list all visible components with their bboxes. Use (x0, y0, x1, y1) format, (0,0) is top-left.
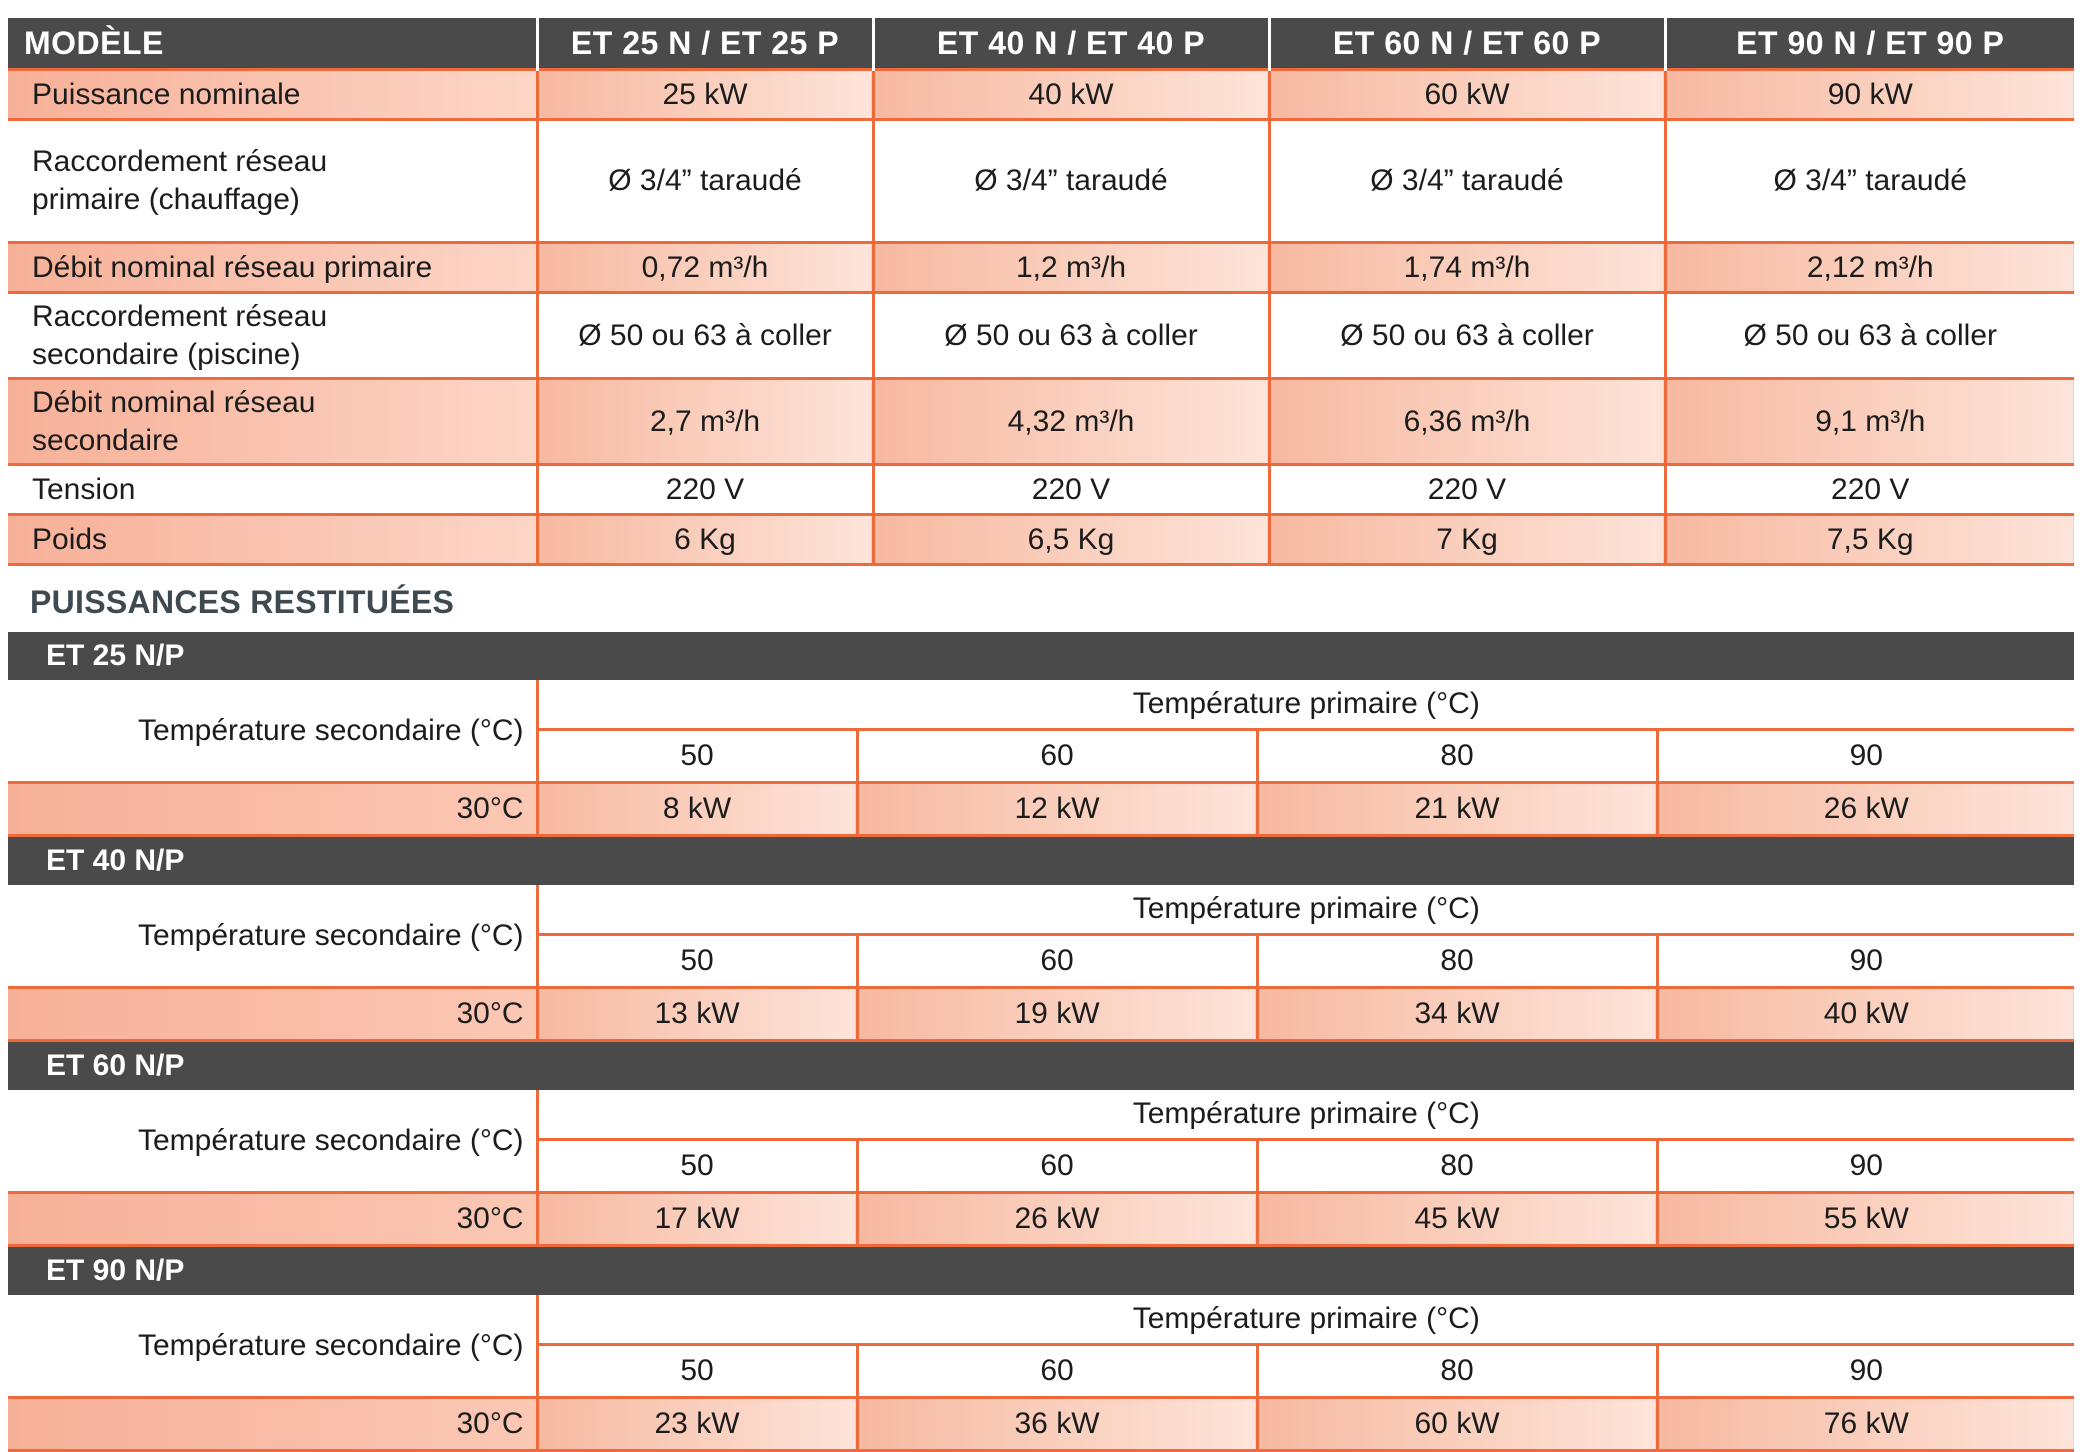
table-cell: 2,12 m³/h (1665, 243, 2074, 293)
power-cell: 36 kW (857, 1398, 1257, 1451)
primary-temp-cell: 80 (1257, 935, 1657, 988)
table-cell: Ø 50 ou 63 à coller (1269, 293, 1665, 379)
power-cell: 23 kW (537, 1398, 857, 1451)
table-row (8, 1193, 2074, 1246)
power-cell: 19 kW (857, 988, 1257, 1041)
table-row (8, 243, 2074, 293)
table-cell: 6,36 m³/h (1269, 379, 1665, 465)
power-cell: 45 kW (1257, 1193, 1657, 1246)
primary-temp-cell: 60 (857, 935, 1257, 988)
table-cell: 6 Kg (537, 515, 873, 565)
column-header-model: MODÈLE (8, 18, 537, 70)
primary-temp-cell: 50 (537, 935, 857, 988)
primary-temp-label: Température primaire (°C) (1132, 892, 1480, 925)
power-table-et60 (8, 1042, 2074, 1247)
spec-header-row (8, 18, 2074, 70)
model-header-row (8, 1042, 2074, 1090)
table-row (8, 465, 2074, 515)
table-cell: 1,74 m³/h (1269, 243, 1665, 293)
table-row (8, 1398, 2074, 1451)
primary-temp-cell: 60 (857, 1345, 1257, 1398)
model-header: ET 25 N/P (8, 632, 2074, 680)
primary-temp-cell: 90 (1657, 1140, 2074, 1193)
primary-temp-label: Température primaire (°C) (1132, 687, 1480, 720)
column-header-et40: ET 40 N / ET 40 P (873, 18, 1269, 70)
model-header: ET 90 N/P (8, 1247, 2074, 1295)
table-row (8, 293, 2074, 379)
power-cell: 60 kW (1257, 1398, 1657, 1451)
table-cell: 1,2 m³/h (873, 243, 1269, 293)
power-table-et40 (8, 837, 2074, 1042)
table-row (8, 1090, 2074, 1140)
primary-temp-cell: 50 (537, 1140, 857, 1193)
table-cell: Ø 50 ou 63 à coller (873, 293, 1269, 379)
power-table-et25 (8, 632, 2074, 837)
table-row (8, 885, 2074, 935)
secondary-temp-value: 30°C (8, 1398, 537, 1451)
power-cell: 26 kW (1657, 783, 2074, 836)
table-cell: 9,1 m³/h (1665, 379, 2074, 465)
table-row (8, 680, 2074, 730)
table-cell: 220 V (537, 465, 873, 515)
power-cell: 34 kW (1257, 988, 1657, 1041)
secondary-temp-value: 30°C (8, 783, 537, 836)
table-cell: Ø 3/4” taraudé (873, 120, 1269, 243)
row-label: Poids (8, 515, 537, 565)
table-cell: 4,32 m³/h (873, 379, 1269, 465)
column-header-et60: ET 60 N / ET 60 P (1269, 18, 1665, 70)
primary-temp-cell: 80 (1257, 1345, 1657, 1398)
table-cell: 7,5 Kg (1665, 515, 2074, 565)
row-label (8, 379, 537, 465)
power-cell: 40 kW (1657, 988, 2074, 1041)
model-header-row (8, 632, 2074, 680)
power-cell: 76 kW (1657, 1398, 2074, 1451)
secondary-temp-value: 30°C (8, 1193, 537, 1246)
row-label-text: Raccordement réseau primaire (chauffage) (32, 145, 328, 216)
model-header: ET 60 N/P (8, 1042, 2074, 1090)
secondary-temp-label: Température secondaire (°C) (8, 885, 537, 988)
primary-temp-cell: 50 (537, 730, 857, 783)
secondary-temp-value: 30°C (8, 988, 537, 1041)
section-title: PUISSANCES RESTITUÉES (30, 584, 455, 620)
table-cell: Ø 50 ou 63 à coller (537, 293, 873, 379)
row-label-text: Raccordement réseau secondaire (piscine) (32, 299, 328, 371)
table-row (8, 1295, 2074, 1345)
table-cell: Ø 3/4” taraudé (537, 120, 873, 243)
power-cell: 17 kW (537, 1193, 857, 1246)
spec-table (8, 18, 2074, 566)
power-cell: 55 kW (1657, 1193, 2074, 1246)
table-cell: 40 kW (873, 70, 1269, 120)
table-row (8, 783, 2074, 836)
table-cell: 60 kW (1269, 70, 1665, 120)
column-header-et90: ET 90 N / ET 90 P (1665, 18, 2074, 70)
table-row (8, 379, 2074, 465)
primary-temp-cell: 90 (1657, 1345, 2074, 1398)
power-cell: 12 kW (857, 783, 1257, 836)
table-row (8, 515, 2074, 565)
table-cell: 0,72 m³/h (537, 243, 873, 293)
column-header-et25: ET 25 N / ET 25 P (537, 18, 873, 70)
table-row (8, 988, 2074, 1041)
table-cell: 220 V (873, 465, 1269, 515)
primary-temp-cell: 90 (1657, 935, 2074, 988)
secondary-temp-label: Température secondaire (°C) (8, 1295, 537, 1398)
table-cell: 90 kW (1665, 70, 2074, 120)
power-table-et90 (8, 1247, 2074, 1452)
primary-temp-cell: 60 (857, 730, 1257, 783)
power-cell: 13 kW (537, 988, 857, 1041)
primary-temp-cell: 90 (1657, 730, 2074, 783)
power-cell: 21 kW (1257, 783, 1657, 836)
table-cell: 25 kW (537, 70, 873, 120)
table-cell: 6,5 Kg (873, 515, 1269, 565)
row-label (8, 293, 537, 379)
table-cell: Ø 3/4” taraudé (1665, 120, 2074, 243)
primary-temp-cell: 50 (537, 1345, 857, 1398)
table-cell: Ø 50 ou 63 à coller (1665, 293, 2074, 379)
table-cell: 220 V (1665, 465, 2074, 515)
secondary-temp-label: Température secondaire (°C) (8, 680, 537, 783)
secondary-temp-label: Température secondaire (°C) (8, 1090, 537, 1193)
table-row (8, 120, 2074, 243)
primary-temp-cell: 80 (1257, 1140, 1657, 1193)
primary-temp-cell: 60 (857, 1140, 1257, 1193)
model-header: ET 40 N/P (8, 837, 2074, 885)
row-label: Débit nominal réseau primaire (8, 243, 537, 293)
model-header-row (8, 837, 2074, 885)
table-cell: 7 Kg (1269, 515, 1665, 565)
row-label: Puissance nominale (8, 70, 537, 120)
row-label-text: Débit nominal réseau secondaire (32, 385, 316, 457)
primary-temp-label: Température primaire (°C) (1132, 1302, 1480, 1335)
row-label (8, 120, 537, 243)
primary-temp-cell: 80 (1257, 730, 1657, 783)
row-label: Tension (8, 465, 537, 515)
table-cell: 2,7 m³/h (537, 379, 873, 465)
datasheet (8, 18, 2074, 1452)
power-cell: 8 kW (537, 783, 857, 836)
table-cell: Ø 3/4” taraudé (1269, 120, 1665, 243)
table-cell: 220 V (1269, 465, 1665, 515)
model-header-row (8, 1247, 2074, 1295)
power-cell: 26 kW (857, 1193, 1257, 1246)
primary-temp-label: Température primaire (°C) (1132, 1097, 1480, 1130)
table-row (8, 70, 2074, 120)
